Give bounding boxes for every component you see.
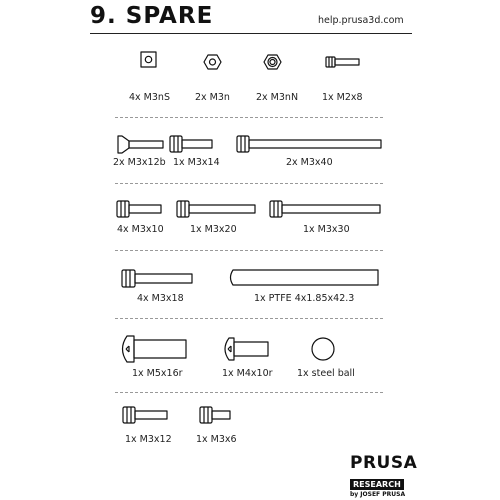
part-label: 2x M3nN [256,92,299,103]
steel-ball-icon [312,338,334,360]
row-divider [115,250,383,251]
countersunk-screw-m3x12b-icon [118,136,163,153]
page-title: 9. SPARE [90,3,214,29]
part-label: 1x M3x12 [125,434,172,445]
logo-sub: RESEARCH [350,479,404,490]
part-label: 1x steel ball [297,368,355,379]
screw-m3x20-icon [177,201,255,217]
part-label: 4x M3nS [129,92,170,103]
part-label: 1x PTFE 4x1.85x42.3 [254,293,355,304]
part-label: 1x M5x16r [132,368,183,379]
part-label: 2x M3x40 [286,157,333,168]
part-label: 1x M3x6 [196,434,237,445]
row-divider [115,318,383,319]
round-screw-m5x16r-icon [123,336,187,362]
part-label: 1x M2x8 [322,92,363,103]
part-label: 1x M4x10r [222,368,273,379]
part-label: 4x M3x18 [137,293,184,304]
round-screw-m4x10r-icon [225,338,268,360]
help-url[interactable]: help.prusa3d.com [318,15,404,26]
part-label: 2x M3n [195,92,230,103]
square-nut-icon [141,52,156,67]
row-divider [115,183,383,184]
part-label: 1x M3x14 [173,157,220,168]
nyloc-nut-icon [264,55,281,69]
logo-by: by JOSEF PRUSA [350,491,406,498]
screw-m3x10-icon [117,201,161,217]
screw-m3x30-icon [270,201,380,217]
part-label: 2x M3x12b [113,157,166,168]
hex-nut-icon [204,55,221,69]
row-divider [115,392,383,393]
ptfe-tube-icon [231,270,379,285]
logo-brand: PRUSA [350,453,418,473]
part-label: 4x M3x10 [117,224,164,235]
screw-m3x40-icon [237,136,381,152]
screw-m3x6-icon [200,407,230,423]
row-divider [115,117,383,118]
screw-m3x12-icon [123,407,167,423]
screw-m3x14-icon [170,136,212,152]
part-label: 1x M3x20 [190,224,237,235]
screw-m2x8-icon [326,57,359,67]
part-label: 1x M3x30 [303,224,350,235]
prusa-logo [350,453,418,499]
screw-m3x18-icon [122,270,192,287]
